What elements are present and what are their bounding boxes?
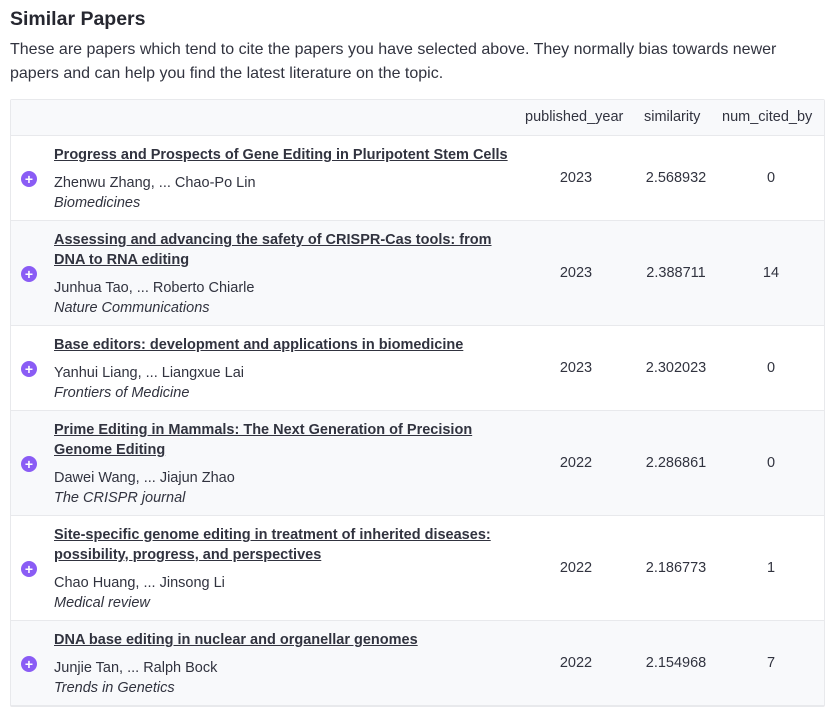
similarity-cell: 2.286861	[645, 455, 707, 471]
paper-info	[54, 420, 514, 508]
paper-title-link[interactable]: Site-specific genome editing in treatment of inherited diseases: possibility, progress, and perspectives	[54, 527, 491, 563]
paper-info	[54, 230, 514, 318]
published-year-cell: 2023	[559, 265, 593, 281]
table-header	[11, 100, 824, 136]
table-row	[11, 411, 824, 516]
table-row	[11, 221, 824, 326]
paper-title-link[interactable]: Prime Editing in Mammals: The Next Generation of Precision Genome Editing	[54, 422, 473, 458]
paper-journal: Frontiers of Medicine	[54, 385, 190, 401]
table-row	[11, 621, 824, 706]
column-header-num-cited-by[interactable]: num_cited_by	[722, 109, 813, 125]
column-header-similarity[interactable]: similarity	[644, 109, 701, 125]
num-cited-by-cell: 0	[766, 455, 776, 471]
paper-info	[54, 335, 514, 403]
published-year-cell: 2023	[559, 170, 593, 186]
paper-authors: Zhenwu Zhang, ... Chao-Po Lin	[54, 175, 256, 191]
paper-title-link[interactable]: Base editors: development and applications in biomedicine	[54, 337, 464, 353]
plus-circle-icon[interactable]: +	[21, 266, 37, 282]
plus-circle-icon[interactable]: +	[21, 561, 37, 577]
paper-info	[54, 630, 514, 698]
similarity-cell: 2.186773	[645, 560, 707, 576]
plus-circle-icon[interactable]: +	[21, 656, 37, 672]
similarity-cell: 2.154968	[645, 655, 707, 671]
published-year-cell: 2022	[559, 560, 593, 576]
paper-authors: Chao Huang, ... Jinsong Li	[54, 575, 225, 591]
plus-circle-icon[interactable]: +	[21, 171, 37, 187]
paper-journal: Trends in Genetics	[54, 680, 175, 696]
paper-title-link[interactable]: DNA base editing in nuclear and organellar genomes	[54, 632, 418, 648]
num-cited-by-cell: 0	[766, 360, 776, 376]
paper-journal: Nature Communications	[54, 300, 210, 316]
plus-circle-icon[interactable]: +	[21, 361, 37, 377]
similar-papers-section	[10, 0, 825, 707]
section-description: These are papers which tend to cite the papers you have selected above. They normally bias towards newer papers and can help you find the latest literature on the topic.	[10, 41, 777, 82]
num-cited-by-cell: 1	[766, 560, 776, 576]
paper-journal: Biomedicines	[54, 195, 141, 211]
published-year-cell: 2022	[559, 455, 593, 471]
num-cited-by-cell: 14	[762, 265, 780, 281]
published-year-cell: 2023	[559, 360, 593, 376]
similarity-cell: 2.568932	[645, 170, 707, 186]
paper-authors: Junhua Tao, ... Roberto Chiarle	[54, 280, 255, 296]
similarity-cell: 2.388711	[646, 265, 706, 281]
num-cited-by-cell: 7	[766, 655, 776, 671]
paper-journal: The CRISPR journal	[54, 490, 186, 506]
paper-info	[54, 145, 514, 213]
papers-table	[10, 99, 825, 707]
paper-info	[54, 525, 514, 613]
paper-authors: Junjie Tan, ... Ralph Bock	[54, 660, 218, 676]
table-row	[11, 136, 824, 221]
paper-authors: Dawei Wang, ... Jiajun Zhao	[54, 470, 235, 486]
column-header-published-year[interactable]: published_year	[525, 109, 624, 125]
paper-authors: Yanhui Liang, ... Liangxue Lai	[54, 365, 244, 381]
num-cited-by-cell: 0	[766, 170, 776, 186]
table-row	[11, 326, 824, 411]
paper-title-link[interactable]: Assessing and advancing the safety of CRISPR-Cas tools: from DNA to RNA editing	[54, 232, 492, 268]
similarity-cell: 2.302023	[645, 360, 707, 376]
paper-title-link[interactable]: Progress and Prospects of Gene Editing in Pluripotent Stem Cells	[54, 147, 508, 163]
section-title: Similar Papers	[10, 8, 146, 30]
paper-journal: Medical review	[54, 595, 150, 611]
published-year-cell: 2022	[559, 655, 593, 671]
table-body	[11, 136, 824, 706]
plus-circle-icon[interactable]: +	[21, 456, 37, 472]
table-row	[11, 516, 824, 621]
